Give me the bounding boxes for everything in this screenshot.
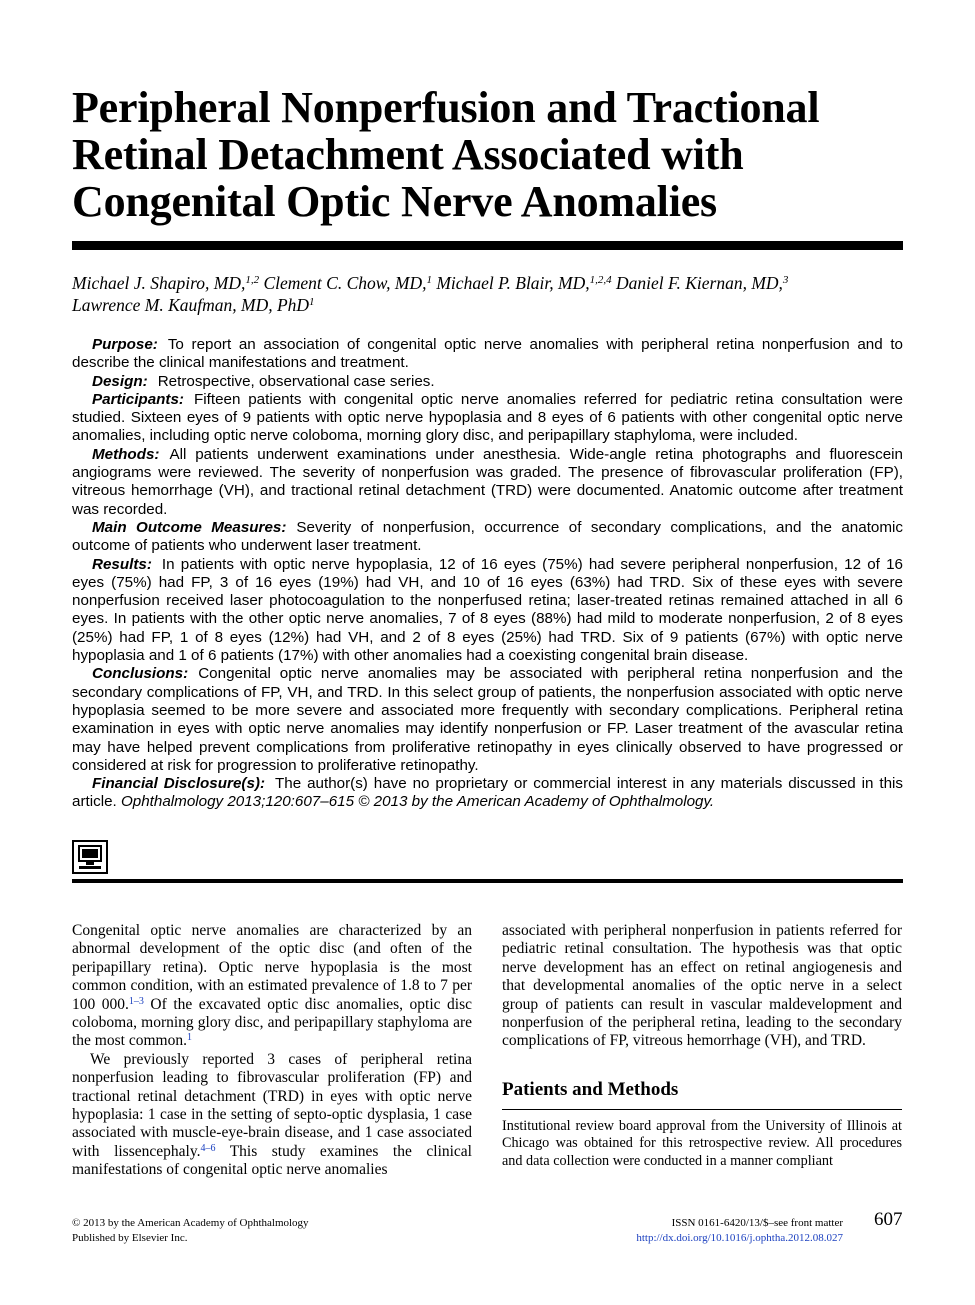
body-paragraph: associated with peripheral nonperfusion in patients referred for pediatric retinal consultation. The hypothesis was that optic nerve development has an effect on retinal angiogenesis and that developmental anomalies of the optic nerve in a select group of patients can result in vascular maldevelopment and nonperfusion of the peripheral retina, leading to the secondary complications of FP, vitreous hemorrhage (VH), and TRD.: [502, 922, 902, 1050]
author-name: Lawrence M. Kaufman, MD, PhD: [72, 295, 310, 315]
body-column-right: [502, 922, 902, 1170]
section-divider: [502, 1109, 902, 1110]
reference-link[interactable]: 4–6: [200, 1142, 216, 1154]
body-paragraph: Institutional review board approval from the University of Illinois at Chicago was obtained for this retrospective review. All procedures and data collection were conducted in a manner compliant: [502, 1118, 902, 1169]
reference-link[interactable]: 1–3: [128, 995, 144, 1007]
author-affiliation: 1,2,4: [589, 274, 612, 286]
abstract-label: Purpose:: [92, 336, 158, 353]
abstract: [72, 336, 903, 812]
abstract-label: Main Outcome Measures:: [92, 518, 287, 536]
abstract-divider: [72, 879, 903, 883]
author-list: [72, 272, 903, 316]
author-name: Michael P. Blair, MD,: [436, 273, 590, 293]
author-affiliation: 1: [426, 274, 432, 286]
author-name: Clement C. Chow, MD,: [263, 273, 427, 293]
abstract-participants: Participants: Fifteen patients with congenital optic nerve anomalies referred for pediatric retina consultation were studied. Sixteen eyes of 9 patients with optic nerve hypoplasia and 8 eyes of 6 patients with other congenital optic nerve anomalies, including optic nerve coloboma, morning glory disc, and peripapillary staphyloma, were included.: [72, 390, 903, 445]
abstract-label: Design:: [92, 372, 148, 390]
abstract-label: Participants:: [92, 390, 184, 408]
journal-citation: Ophthalmology 2013;120:607–615 © 2013 by the American Academy of Ophthalmology.: [120, 793, 715, 811]
doi-link[interactable]: http://dx.doi.org/10.1016/j.ophtha.2012.08.027: [636, 1232, 843, 1244]
abstract-financial-disclosure: Financial Disclosure(s): The author(s) have no proprietary or commercial interest in any materials discussed in this article. Ophthalmology 2013;120:607–615 © 2013 by the American Academy of Ophthalmology.: [72, 775, 903, 811]
author-affiliation: 1: [309, 296, 315, 308]
title-divider: [72, 241, 903, 250]
abstract-design: Design: Retrospective, observational case series.: [92, 372, 435, 390]
author-affiliation: 1,2: [245, 274, 260, 286]
section-heading: Patients and Methods: [502, 1078, 679, 1100]
computer-monitor-icon[interactable]: [72, 840, 108, 874]
abstract-conclusions: Conclusions: Congenital optic nerve anomalies may be associated with peripheral retina nonperfusion and the secondary complications of FP, VH, and TRD. In this select group of patients, the nonperfusion associated with optic nerve hypoplasia seemed to be more severe and associated more frequently with secondary complications. Peripheral retina examination in eyes with optic nerve anomalies may identify nonperfusion or FP. Laser treatment of the avascular retina may have helped prevent complications from proliferative retinopathy in eyes clinically observed to have progressed or considered at risk for progression to proliferative retinopathy.: [72, 665, 903, 774]
reference-link[interactable]: 1: [186, 1032, 192, 1044]
author-name: Daniel F. Kiernan, MD,: [616, 273, 783, 293]
article-title: Peripheral Nonperfusion and Tractional Retinal Detachment Associated with Congenital Optic Nerve Anomalies: [72, 83, 820, 226]
author-affiliation: 3: [782, 274, 789, 286]
abstract-label: Financial Disclosure(s):: [92, 775, 266, 793]
abstract-label: Conclusions:: [92, 665, 189, 683]
body-column-left: [72, 922, 472, 1180]
abstract-label: Methods:: [92, 445, 160, 463]
abstract-results: Results: In patients with optic nerve hypoplasia, 12 of 16 eyes (75%) had severe peripheral nonperfusion, 12 of 16 eyes (75%) had FP, 3 of 16 eyes (19%) had VH, and 10 of 16 eyes (63%) had TRD. Six of these eyes with severe nonperfusion received laser photocoagulation to the nonperfused retina; laser-treated retinas remained attached in all 6 eyes. In patients with the other optic nerve anomalies, 7 of 8 eyes (88%) had mild to moderate nonperfusion, 2 of 8 eyes (25%) had FP, 1 of 8 eyes (12%) had VH, and 2 of 8 eyes (25%) had TRD. Six of 9 patients (67%) with optic nerve hypoplasia and 1 of 6 patients (17%) with other anomalies had a coexisting congenital brain disease.: [72, 555, 903, 665]
author-name: Michael J. Shapiro, MD,: [72, 273, 246, 293]
abstract-methods: Methods: All patients underwent examinations under anesthesia. Wide-angle retina photographs and fluorescein angiograms were reviewed. The severity of nonperfusion was graded. The presence of fibrovascular proliferation (FP), vitreous hemorrhage (VH), and tractional retinal detachment (TRD) were documented. Anatomic outcome after treatment was recorded.: [72, 445, 903, 518]
body-paragraph: We previously reported 3 cases of peripheral retina nonperfusion leading to fibrovascular proliferation (FP) and tractional retinal detachment (TRD) in eyes with optic nerve hypoplasia: 1 case in the setting of septo-optic dysplasia, 1 case associated with muscle-eye-brain disease, and 1 case associated with lissencephaly.$^{4-6}$ This study examines the clinical manifestations of congenital optic nerve anomalies: [72, 1050, 472, 1179]
abstract-label: Results:: [92, 555, 152, 573]
footer-publication-info: [636, 1216, 843, 1246]
page-number: 607: [874, 1209, 903, 1230]
body-paragraph: Congenital optic nerve anomalies are characterized by an abnormal development of the optic disc (and often of the peripapillary retina). Optic nerve hypoplasia is the most common condition, with an estimated prevalence of 1.8 to 7 per 100 000.$^{1-3}$ Of the excavated optic disc anomalies, optic disc coloboma, morning glory disc, and peripapillary staphyloma are the most common.$^1$: [72, 922, 472, 1050]
abstract-purpose: Purpose: To report an association of congenital optic nerve anomalies with peripheral retina nonperfusion and to describe the clinical manifestations and treatment.: [72, 336, 903, 372]
footer-copyright: © 2013 by the American Academy of Ophthalmology Published by Elsevier Inc.: [72, 1217, 309, 1244]
issn: ISSN 0161-6420/13/$–see front matter: [671, 1217, 843, 1229]
abstract-outcome-measures: Main Outcome Measures: Severity of nonperfusion, occurrence of secondary complications, and the anatomic outcome of patients who underwent laser treatment.: [72, 518, 903, 555]
